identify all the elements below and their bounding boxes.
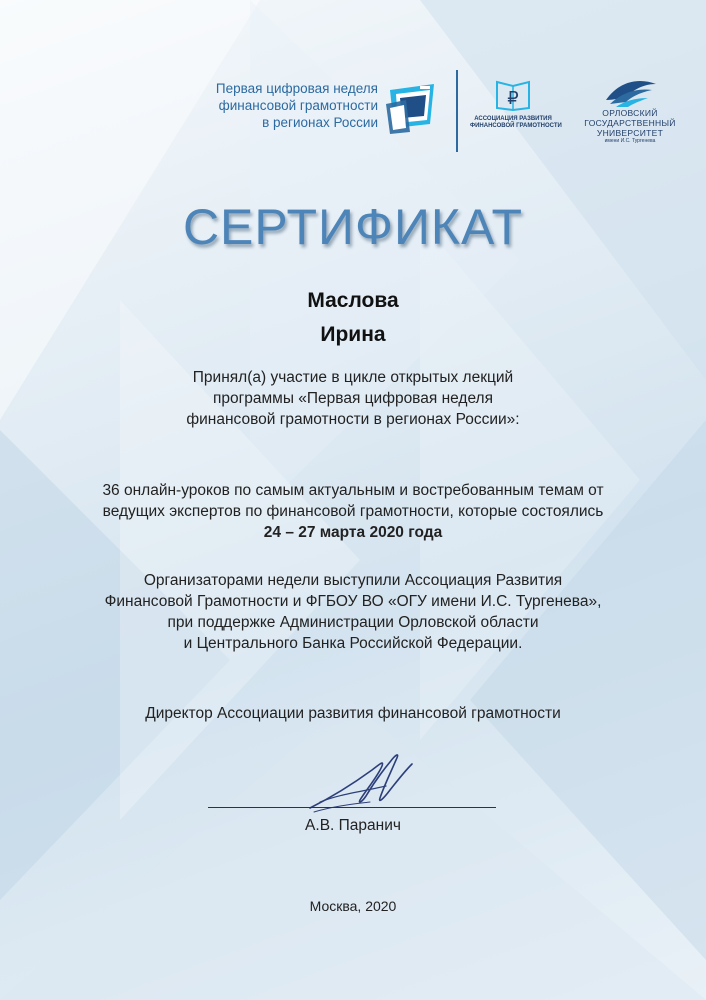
- organizers-paragraph: [0, 570, 706, 654]
- organizers-line: при поддержке Администрации Орловской области: [167, 614, 539, 631]
- logo-left-line-2: финансовой грамотности: [218, 98, 378, 113]
- participation-line: Принял(а) участие в цикле открытых лекций: [192, 369, 514, 386]
- university-logo-line-1: ОРЛОВСКИЙ: [602, 108, 658, 118]
- book-ruble-icon: [493, 76, 533, 112]
- logo-divider: [456, 70, 458, 152]
- city-year: Москва, 2020: [309, 898, 397, 914]
- monitor-icon: [384, 82, 440, 134]
- lessons-paragraph: [0, 480, 706, 543]
- association-logo-line-1: АССОЦИАЦИЯ РАЗВИТИЯ: [474, 116, 552, 122]
- logo-left-line-1: Первая цифровая неделя: [215, 81, 378, 96]
- participation-paragraph: [0, 367, 706, 430]
- logo-left-line-3: в регионах России: [262, 115, 378, 130]
- signature-line: [208, 807, 496, 808]
- participation-line: финансовой грамотности в регионах России»:: [186, 411, 520, 428]
- organizers-line: и Центрального Банка Российской Федерации.: [183, 635, 523, 652]
- lessons-line: ведущих экспертов по финансовой грамотности, которые состоялись: [102, 503, 604, 520]
- university-logo-subtitle: имени И.С. Тургенева: [604, 138, 656, 144]
- certificate-title: СЕРТИФИКАТ: [182, 199, 524, 255]
- association-logo-line-2: ФИНАНСОВОЙ ГРАМОТНОСТИ: [470, 123, 562, 129]
- university-logo-line-2: ГОСУДАРСТВЕННЫЙ: [584, 118, 676, 128]
- organizers-line: Финансовой Грамотности и ФГБОУ ВО «ОГУ имени И.С. Тургенева»,: [104, 593, 602, 610]
- university-logo: [580, 76, 680, 156]
- svg-text:₽: ₽: [507, 88, 519, 109]
- digital-week-logo: [196, 80, 446, 140]
- university-logo-line-3: УНИВЕРСИТЕТ: [596, 128, 664, 138]
- recipient-first-name: Ирина: [320, 323, 386, 346]
- event-dates: 24 – 27 марта 2020 года: [263, 524, 443, 541]
- director-title: Директор Ассоциации развития финансовой грамотности: [145, 705, 561, 722]
- signer-name: А.В. Паранич: [305, 817, 401, 834]
- organizers-line: Организаторами недели выступили Ассоциация Развития: [143, 572, 563, 589]
- handwritten-signature: [300, 746, 420, 826]
- lessons-line: 36 онлайн-уроков по самым актуальным и востребованным темам от: [102, 482, 604, 499]
- association-logo: [470, 76, 562, 146]
- digital-week-logo-text: [196, 80, 378, 131]
- eagle-wing-icon: [600, 76, 660, 108]
- participation-line: программы «Первая цифровая неделя: [212, 390, 493, 407]
- recipient-last-name: Маслова: [307, 289, 399, 312]
